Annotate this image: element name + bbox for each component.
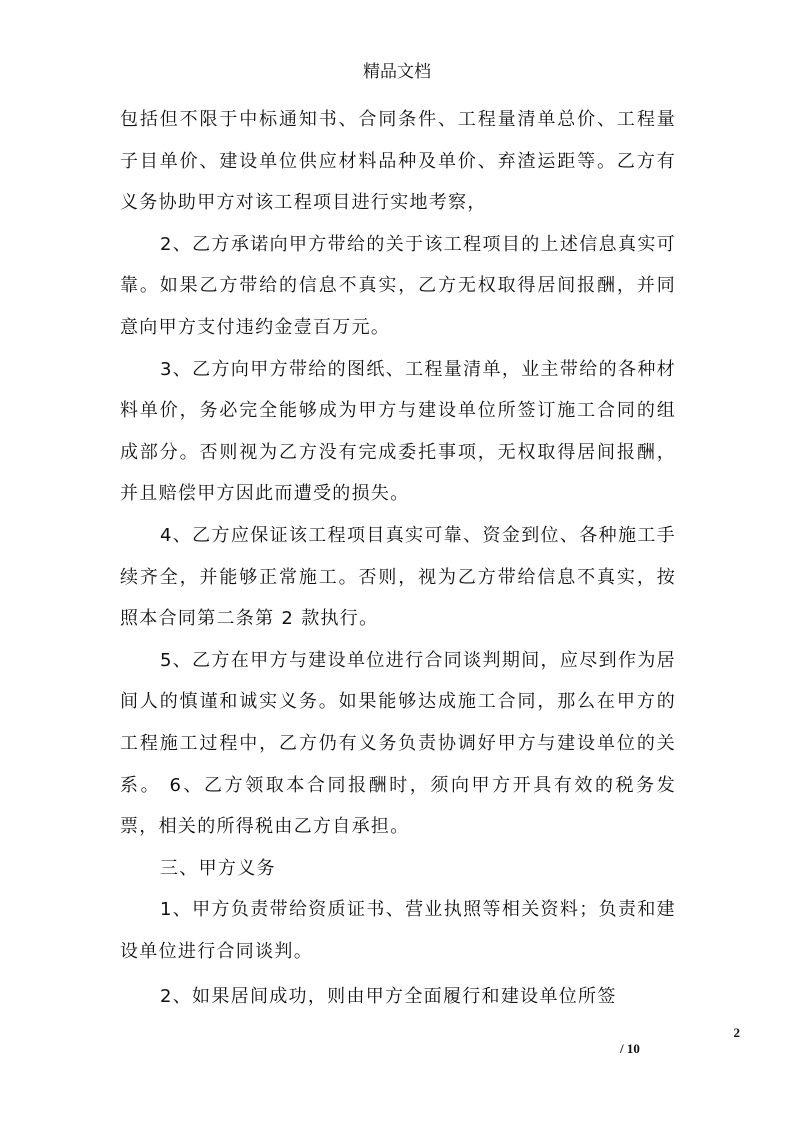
- paragraph-continuation: 包括但不限于中标通知书、合同条件、工程量清单总价、工程量子目单价、建设单位供应材料品种及单价、弃渣运距等。乙方有义务协助甲方对该工程项目进行实地考察，: [120, 109, 676, 214]
- section-heading-party-a-duties: 三、甲方义务: [160, 857, 276, 879]
- page-header-title: 精品文档: [363, 62, 431, 82]
- paragraph-clause-4: 4、乙方应保证该工程项目真实可靠、资金到位、各种施工手续齐全，并能够正常施工。否则，视为乙方带给信息不真实，按照本合同第二条第 2 款执行。: [120, 524, 676, 630]
- document-body: [120, 99, 676, 1018]
- paragraph-party-a-clause-1: 1、甲方负责带给资质证书、营业执照等相关资料；负责和建设单位进行合同谈判。: [120, 899, 676, 962]
- page-total: / 10: [620, 1041, 640, 1056]
- paragraph-clause-5-6: 5、乙方在甲方与建设单位进行合同谈判期间，应尽到作为居间人的慎谨和诚实义务。如果能够达成施工合同，那么在甲方的工程施工过程中，乙方仍有义务负责协调好甲方与建设单位的关系。 6、乙方领取本合同报酬时，须向甲方开具有效的税务发票，相关的所得税由乙方自承担。: [120, 649, 676, 838]
- page-number: 2: [733, 1025, 740, 1040]
- paragraph-clause-3: 3、乙方向甲方带给的图纸、工程量清单，业主带给的各种材料单价，务必完全能够成为甲方与建设单位所签订施工合同的组成部分。否则视为乙方没有完成委托事项，无权取得居间报酬，并且赔偿甲方因此而遭受的损失。: [120, 358, 676, 505]
- paragraph-clause-2: 2、乙方承诺向甲方带给的关于该工程项目的上述信息真实可靠。如果乙方带给的信息不真实，乙方无权取得居间报酬，并同意向甲方支付违约金壹百万元。: [120, 233, 676, 338]
- paragraph-party-a-clause-2: 2、如果居间成功，则由甲方全面履行和建设单位所签: [160, 986, 617, 1008]
